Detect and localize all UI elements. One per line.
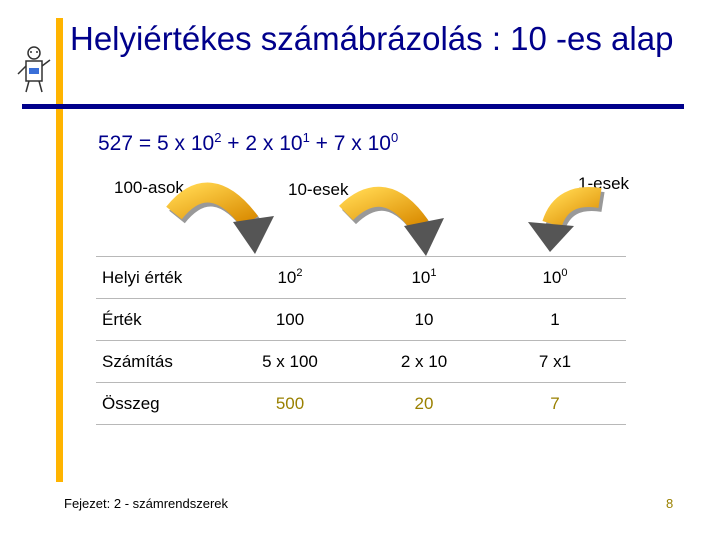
row-label: Összeg — [96, 383, 216, 425]
table-row — [96, 257, 626, 299]
table-row — [96, 341, 626, 383]
equation-exponent-1: 2 — [214, 130, 222, 145]
arrow-hundreds-icon — [174, 193, 274, 254]
footer-chapter: Fejezet: 2 - számrendszerek — [64, 496, 229, 511]
page-number: 8 — [666, 496, 674, 511]
equation-term-3: 7 x 10 — [333, 132, 391, 155]
hundreds-label: 100-asok — [114, 178, 184, 197]
table-cell: 500 — [216, 383, 364, 425]
row-label: Érték — [96, 299, 216, 341]
table-cell: 10 — [364, 299, 484, 341]
table-cell: $10^2$ — [216, 257, 364, 299]
row-label: Helyi érték — [96, 257, 216, 299]
equation-exponent-3: 0 — [390, 130, 399, 145]
equation-lhs: 527 = — [98, 132, 157, 155]
table-cell: 5 x 100 — [216, 341, 364, 383]
table-cell: $10^1$ — [364, 257, 484, 299]
place-value-table — [96, 256, 626, 425]
table-cell: 20 — [364, 383, 484, 425]
equation-term-1: 5 x 10 — [156, 132, 215, 155]
table-cell: 7 x1 — [484, 341, 626, 383]
table-cell: $10^0$ — [484, 257, 626, 299]
ones-label: 1-esek — [578, 174, 630, 193]
tens-label: 10-esek — [288, 180, 349, 199]
table-cell: 7 — [484, 383, 626, 425]
equation-term-2: 2 x 10 — [245, 132, 303, 155]
equation-exponent-2: 1 — [302, 130, 310, 145]
table-cell: 2 x 10 — [364, 341, 484, 383]
table-row — [96, 383, 626, 425]
slide-title: Helyiértékes számábrázolás : 10 -es alap — [70, 20, 674, 57]
arrow-ones-icon — [528, 197, 603, 252]
row-label: Számítás — [96, 341, 216, 383]
arrow-tens-icon — [346, 197, 444, 256]
table-cell: 1 — [484, 299, 626, 341]
equation-plus-1: + — [221, 132, 246, 155]
equation-plus-2: + — [309, 132, 334, 155]
table-cell: 100 — [216, 299, 364, 341]
table-row — [96, 299, 626, 341]
